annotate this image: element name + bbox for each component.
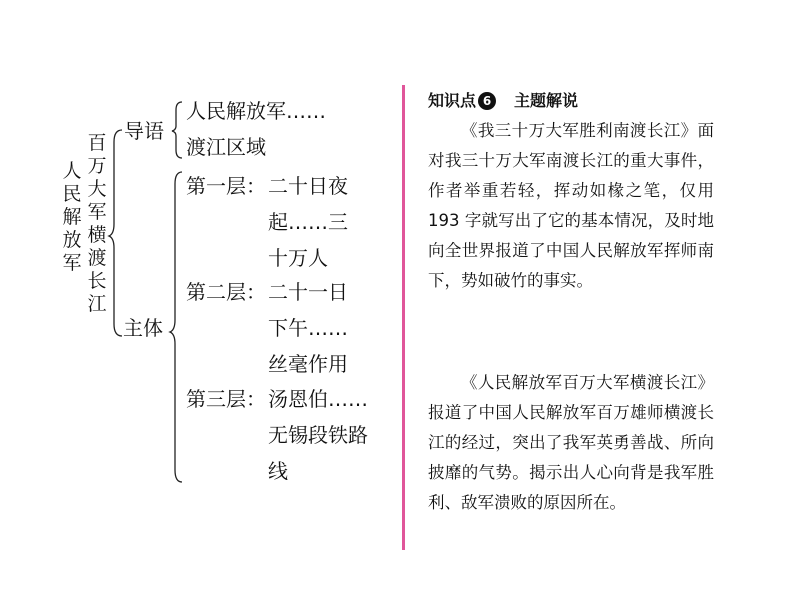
layer-1-label: 第一层： bbox=[186, 174, 266, 198]
paragraph-1: 《我三十万大军胜利南渡长江》面对我三十万大军南渡长江的重大事件，作者举重若轻，挥动如椽之笔，仅用 193 字就写出了它的基本情况，及时地向全世界报道了中国人民解放军挥师南下，势如破竹的事实。 bbox=[428, 121, 714, 290]
body-label: 主体 bbox=[123, 316, 163, 340]
layer-2-line-1: 二十一日 bbox=[268, 280, 348, 304]
layer-1-line-1: 二十日夜 bbox=[268, 174, 348, 198]
pink-divider bbox=[402, 85, 405, 550]
paragraph-2: 《人民解放军百万大军横渡长江》报道了中国人民解放军百万雄师横渡长江的经过，突出了我军英勇善战、所向披靡的气势。揭示出人心向背是我军胜利、敌军溃败的原因所在。 bbox=[428, 373, 714, 512]
layer-3-line-1: 汤恩伯…… bbox=[268, 387, 368, 411]
layer-2-line-2: 下午…… bbox=[268, 316, 348, 340]
intro-line-1: 人民解放军…… bbox=[186, 99, 326, 123]
knowledge-point-title: 知识点 bbox=[428, 91, 477, 110]
layer-2-line-3: 丝毫作用 bbox=[268, 352, 348, 376]
root-title-right: 百万大军横渡长江 bbox=[87, 132, 107, 315]
number-badge-icon: 6 bbox=[478, 92, 496, 110]
body-brace bbox=[168, 170, 184, 485]
knowledge-point-header bbox=[428, 88, 578, 111]
layer-1-line-3: 十万人 bbox=[268, 246, 328, 270]
knowledge-point-heading: 主题解说 bbox=[514, 91, 579, 110]
intro-line-2: 渡江区域 bbox=[186, 135, 266, 159]
layer-3-line-2: 无锡段铁路 bbox=[268, 423, 368, 447]
intro-label: 导语 bbox=[124, 119, 164, 143]
layer-1-line-2: 起……三 bbox=[268, 210, 348, 234]
layer-2-label: 第二层： bbox=[186, 280, 266, 304]
layer-3-line-3: 线 bbox=[268, 459, 288, 483]
intro-brace bbox=[170, 100, 184, 160]
layer-3-label: 第三层： bbox=[186, 387, 266, 411]
main-brace bbox=[108, 128, 124, 338]
root-title-left: 人民解放军 bbox=[62, 160, 82, 274]
